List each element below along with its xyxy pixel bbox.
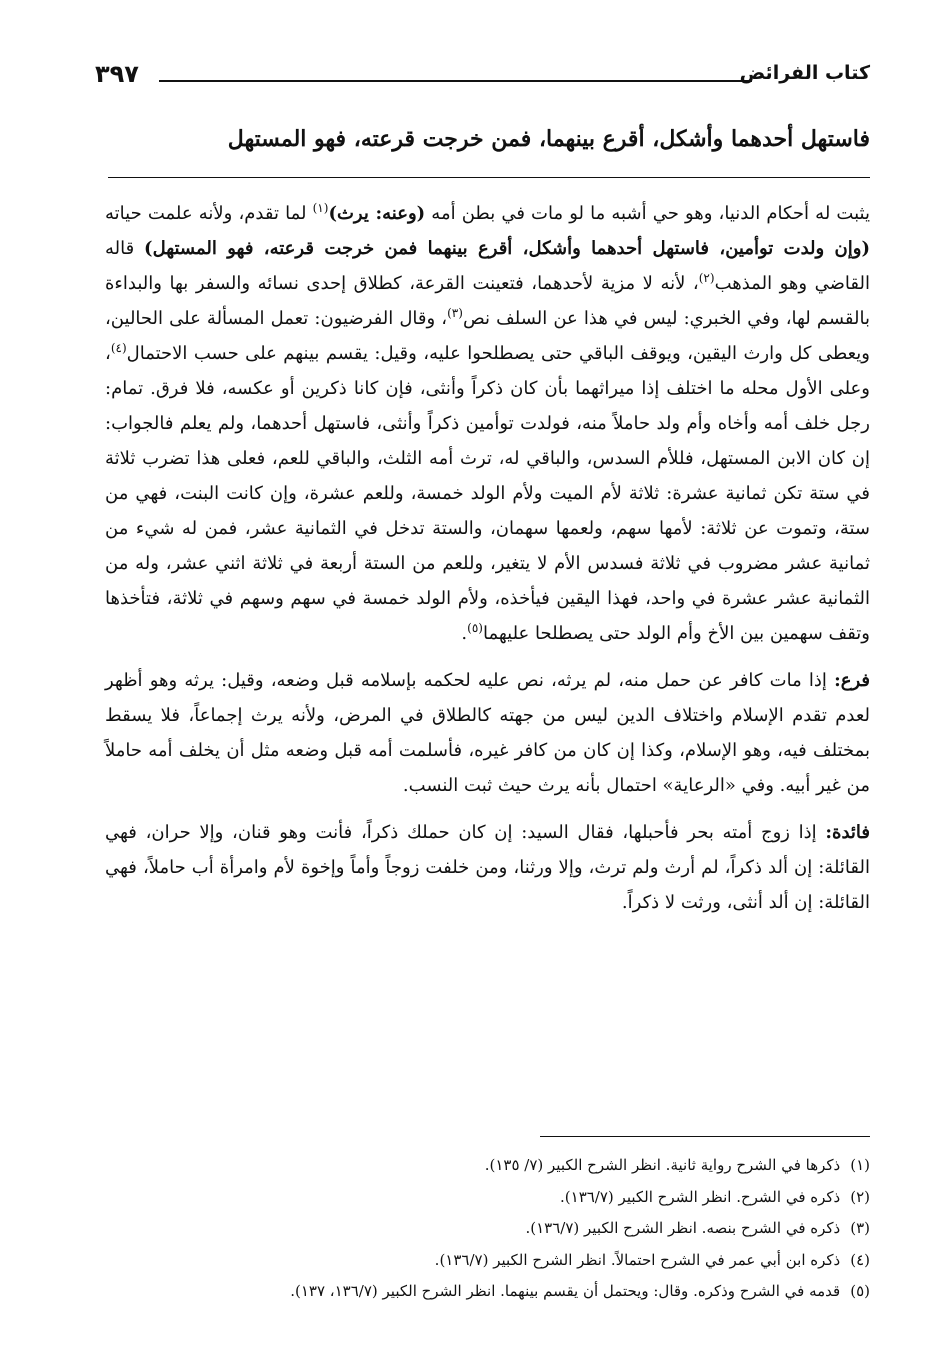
footnote-item bbox=[80, 1182, 870, 1214]
footnote-ref: (٢) bbox=[698, 271, 715, 285]
text-run: . bbox=[461, 623, 468, 644]
text-run: قاله القاضي وهو المذهب bbox=[105, 238, 871, 294]
footnote-number: (٤) bbox=[850, 1250, 870, 1269]
paragraph-far bbox=[105, 663, 870, 803]
footnote-text: ذكره في الشرح. انظر الشرح الكبير (١٣٦/٧). bbox=[560, 1187, 841, 1206]
footnote-ref: (٤) bbox=[110, 341, 127, 355]
matn-text: فاستهل أحدهما وأشكل، أقرع بينهما، فمن خرجت قرعته، فهو المستهل bbox=[227, 126, 870, 152]
quoted-matn: (وإن ولدت توأمين، فاستهل أحدهما وأشكل، أقرع بينهما فمن خرجت قرعته، فهو المستهل) bbox=[144, 238, 870, 259]
paragraph-inheritance bbox=[105, 196, 870, 651]
footnote-text: قدمه في الشرح وذكره. وقال: ويحتمل أن يقسم بينهما. انظر الشرح الكبير (١٣٦/٧، ١٣٧). bbox=[290, 1282, 841, 1300]
footnote-number: (٥) bbox=[850, 1282, 870, 1300]
text-run: ، لأنه لا مزية لأحدهما، فتعينت القرعة، كطلاق إحدى نسائه والسفر بها والبداءة بالقسم لها، وفي الخبري: ليس في هذا عن السلف نص bbox=[105, 273, 870, 329]
footnote-divider bbox=[540, 1136, 870, 1137]
footnote-item bbox=[80, 1276, 870, 1308]
commentary-body bbox=[105, 196, 870, 920]
header-rule bbox=[159, 80, 752, 82]
paragraph-faida bbox=[105, 815, 870, 920]
section-lead: فائدة: bbox=[825, 822, 870, 843]
footnote-item bbox=[80, 1213, 870, 1245]
footnote-ref: (١) bbox=[312, 201, 329, 215]
footnote-ref: (٣) bbox=[447, 306, 463, 320]
footnote-text: ذكرها في الشرح رواية ثانية. انظر الشرح الكبير (٧/ ١٣٥). bbox=[484, 1156, 841, 1174]
section-lead: فرع: bbox=[834, 670, 870, 691]
chapter-title: كتاب الفرائض bbox=[739, 62, 870, 84]
text-run: يثبت له أحكام الدنيا، وهو حي أشبه ما لو مات في بطن أمه bbox=[425, 203, 870, 224]
matn-divider bbox=[108, 177, 870, 178]
page-number: ٣٩٧ bbox=[95, 60, 139, 88]
footnote-number: (٢) bbox=[850, 1187, 870, 1206]
text-run: لما تقدم، ولأنه علمت حياته bbox=[105, 203, 313, 224]
footnotes bbox=[80, 1150, 870, 1308]
footnote-text: ذكره في الشرح بنصه. انظر الشرح الكبير (١٣٦/٧). bbox=[525, 1219, 841, 1237]
footnote-number: (٣) bbox=[850, 1219, 870, 1237]
text-run: ، وقال الفرضيون: تعمل المسألة على الحالين، ويعطى كل وارث اليقين، ويوقف الباقي حتى يصطلحوا عليه، وقيل: يقسم بينهم على حسب الاحتمال bbox=[105, 308, 870, 364]
text-run: إذا زوج أمته بحر فأحبلها، فقال السيد: إن كان حملك ذكراً، فأنت وهو قنان، وإلا حران، فهي القائلة: إن ألد ذكراً، لم أرث ولم ترث، وإلا ورثنا، ومن خلفت زوجاً وأماً وإخوة لأم وامرأة أب حاملاً، فهي القائلة: إن ألد أنثى، ورثت لا ذكراً. bbox=[105, 822, 870, 913]
footnote-item bbox=[80, 1245, 870, 1277]
footnote-number: (١) bbox=[850, 1156, 870, 1174]
page-header bbox=[95, 60, 870, 94]
footnote-text: ذكره ابن أبي عمر في الشرح احتمالاً. انظر الشرح الكبير (١٣٦/٧). bbox=[434, 1250, 841, 1269]
footnote-ref: (٥) bbox=[467, 621, 483, 635]
text-run: ، وعلى الأول محله ما اختلف إذا ميراثهما بأن كان ذكراً وأنثى، فإن كانا ذكرين أو عكسه، فلا فرق. تمام: رجل خلف أمه وأخاه وأم ولد حاملاً منه، فولدت توأمين ذكراً وأنثى، فاستهل أحدهما، ولم يعلم فالجواب: إن كان الابن المستهل، فللأم السدس، والباقي له، ترث أمه الثلث، والباقي للعم، فعلى هذا تضرب ثلاثة في ستة تكن ثمانية عشرة: ثلاثة لأم الميت ولأم الولد خمسة، وللعم عشرة، وإن كانت البنت، فهي من ستة، وتموت عن ثلاثة: لأمها سهم، ولعمها سهمان، والستة تدخل في الثمانية عشر، فمن له شيء من ثمانية عشر مضروب في ثلاثة فسدس الأم لا يتغير، وللعم من الستة أربعة في ثلاثة اثني عشر، وله من الثمانية عشر عشرة في واحد، فهذا اليقين فيأخذه، ولأم الولد خمسة في سهم وسهم في ثلاثة، فتأخذها وتقف سهمين بين الأخ وأم الولد حتى يصطلحا عليهما bbox=[105, 343, 870, 644]
quoted-matn: (وعنه: يرث) bbox=[328, 203, 426, 224]
footnote-item bbox=[80, 1150, 870, 1182]
text-run: إذا مات كافر عن حمل منه، لم يرثه، نص عليه لحكمه بإسلامه قبل وضعه، وقيل: يرثه وهو أظهر لعدم تقدم الإسلام واختلاف الدين ليس من جهته كالطلاق في المرض، ولأنه يرث إجماعاً، فلا يسقط بمختلف فيه، وهو الإسلام، وكذا إن كان من كافر غيره، فأسلمت أمه قبل وضعه مثل أن يخلف أمه حاملاً من غير أبيه. وفي «الرعاية» احتمال بأنه يرث حيث ثبت النسب. bbox=[105, 670, 870, 796]
